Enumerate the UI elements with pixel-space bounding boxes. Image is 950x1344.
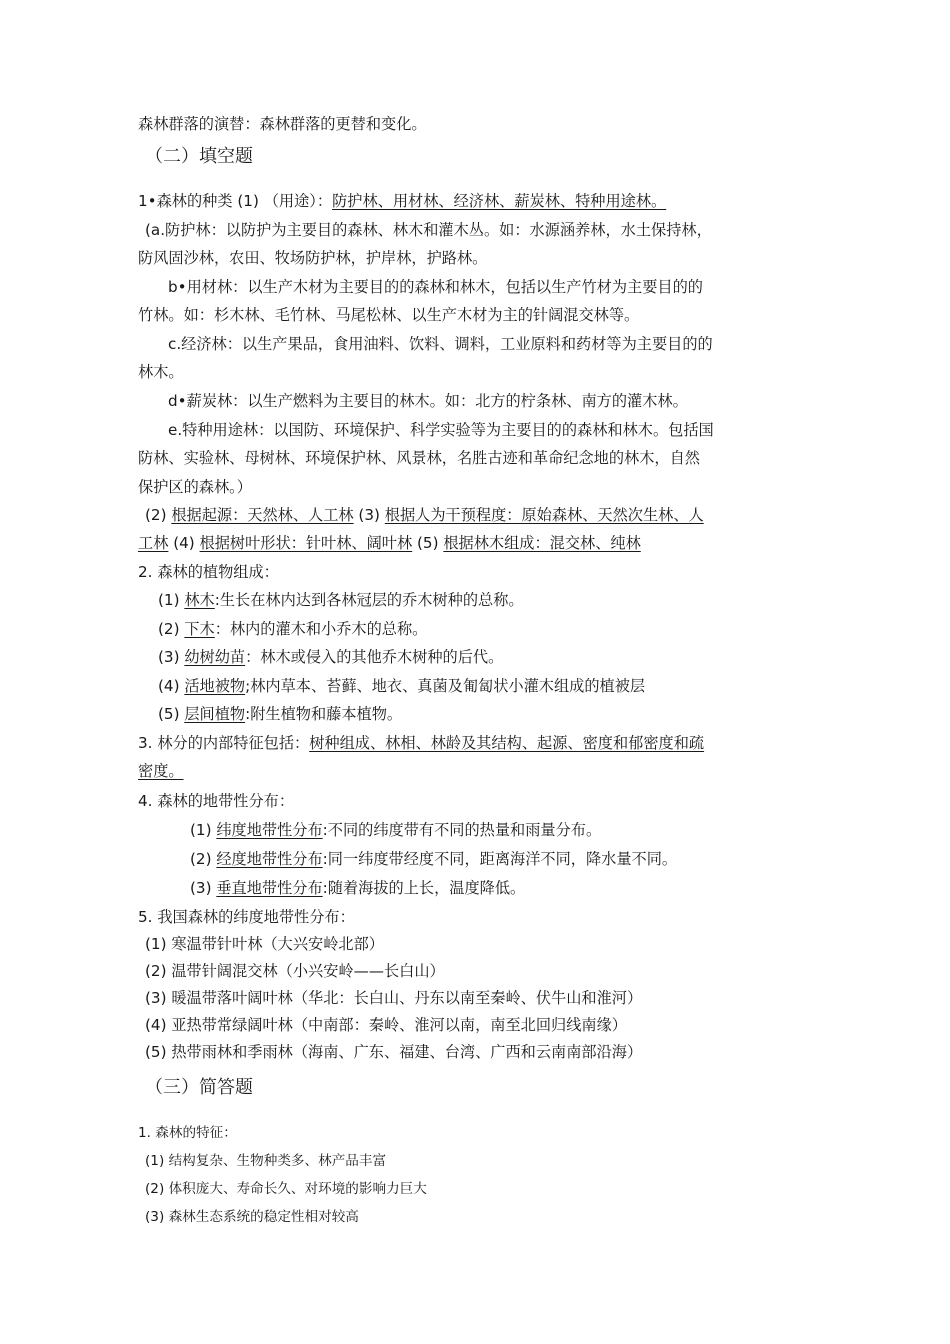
section-heading-fill-in: （二）填空题 [145,146,253,167]
q5-china-distribution: 5. 我国森林的纬度地带性分布： [138,908,355,926]
item-number: (1) [158,591,185,609]
q3-answer: 根据人为干预程度：原始森林、天然次生林、人 [384,506,704,524]
q4-label: (4) [168,534,200,552]
q5-answer: 根据林木组成：混交林、纯林 [443,534,641,552]
plant-item [158,590,524,610]
q3-stand-features-cont [138,761,184,781]
item-desc: :随着海拔的上长，温度降低。 [322,879,526,897]
succession-definition: 森林群落的演替：森林群落的更替和变化。 [138,115,427,133]
item-term: 经度地带性分布 [216,850,323,868]
item-number: (4) [158,677,185,695]
classification-line2 [138,533,641,553]
q1-answer: 防护林、用材林、经济林、薪炭林、特种用途林。 [332,192,667,210]
item-term: 纬度地带性分布 [216,821,323,839]
type-e-line1: e.特种用途林：以国防、环境保护、科学实验等为主要目的的森林和林木。包括国 [168,421,714,439]
q1-forest-types [138,191,666,211]
plant-item [158,704,402,724]
item-term: 幼树幼苗 [184,648,246,666]
item-desc: ：林木或侵入的其他乔木树种的后代。 [245,648,504,666]
q2-plant-composition: 2. 森林的植物组成： [138,563,279,581]
short-answer-q1: 1. 森林的特征： [138,1125,237,1141]
zonal-item [190,849,677,869]
item-term: 垂直地带性分布 [216,879,323,897]
item-number: (2) [190,850,217,868]
type-b-line2: 竹林。如：杉木林、毛竹林、马尾松林、以生产木材为主的针阔混交林等。 [138,306,640,324]
forest-feature-item: (2) 体积庞大、寿命长久、对环境的影响力巨大 [145,1181,427,1197]
item-desc: :生长在林内达到各林冠层的乔木树种的总称。 [214,591,524,609]
item-number: (1) [190,821,217,839]
type-a-line1: (a.防护林：以防护为主要目的森林、林木和灌木丛。如：水源涵养林，水土保持林， [145,221,712,239]
q3-stand-features [138,733,704,753]
q3-answer-cont: 工林 [138,534,169,552]
q3-label: (3) [353,506,385,524]
type-a-line2: 防风固沙林，农田、牧场防护林，护岸林，护路林。 [138,249,488,267]
item-desc: :不同的纬度带有不同的热量和雨量分布。 [322,821,602,839]
zonal-item [190,820,601,840]
item-term: 林木 [184,591,215,609]
q1-label: 1•森林的种类 (1) （用途）： [138,192,333,210]
item-desc: ：林内的灌木和小乔木的总称。 [214,620,428,638]
forest-feature-item: (3) 森林生态系统的稳定性相对较高 [145,1209,359,1225]
item-number: (5) [158,705,185,723]
q5-label: (5) [412,534,444,552]
item-desc: ;林内草本、苔藓、地衣、真菌及匍匐状小灌木组成的植被层 [245,677,646,695]
q4-answer: 根据树叶形状：针叶林、阔叶林 [199,534,413,552]
type-e-line3: 保护区的森林。） [138,478,252,496]
china-forest-item: (2) 温带针阔混交林（小兴安岭——长白山） [145,962,445,980]
china-forest-item: (4) 亚热带常绿阔叶林（中南部：秦岭、淮河以南，南至北回归线南缘） [145,1016,627,1034]
item-number: (3) [158,648,185,666]
type-d-line1: d•薪炭林：以生产燃料为主要目的林木。如：北方的柠条林、南方的灌木林。 [168,392,688,410]
plant-item [158,619,427,639]
china-forest-item: (1) 寒温带针叶林（大兴安岭北部） [145,935,384,953]
q2-answer: 根据起源：天然林、人工林 [171,506,354,524]
item-term: 层间植物 [184,705,246,723]
section-heading-short-answer: （三）简答题 [145,1077,253,1098]
item-term: 下木 [184,620,215,638]
china-forest-item: (3) 暖温带落叶阔叶林（华北：长白山、丹东以南至秦岭、伏牛山和淮河） [145,989,643,1007]
type-e-line2: 防林、实验林、母树林、环境保护林、风景林，名胜古迹和革命纪念地的林木，自然 [138,449,700,467]
item-desc: :同一纬度带经度不同，距离海洋不同，降水量不同。 [322,850,678,868]
classification-line1 [145,505,704,525]
type-c-line1: c.经济林：以生产果品，食用油料、饮料、调料，工业原料和药材等为主要目的的 [168,335,713,353]
q3-label: 3. 林分的内部特征包括： [138,734,310,752]
q3-answer: 树种组成、林相、林龄及其结构、起源、密度和郁密度和疏 [309,734,705,752]
zonal-item [190,878,525,898]
q4-zonal-distribution: 4. 森林的地带性分布： [138,792,295,810]
q2-label: (2) [145,506,172,524]
item-number: (3) [190,879,217,897]
plant-item [158,676,645,696]
china-forest-item: (5) 热带雨林和季雨林（海南、广东、福建、台湾、广西和云南南部沿海） [145,1043,643,1061]
plant-item [158,647,503,667]
item-number: (2) [158,620,185,638]
item-term: 活地被物 [184,677,246,695]
item-desc: :附生植物和藤本植物。 [245,705,403,723]
type-b-line1: b•用材林：以生产木材为主要目的的森林和林木，包括以生产竹材为主要目的的 [168,278,703,296]
type-c-line2: 林木。 [138,363,184,381]
q3-answer-cont: 密度。 [138,762,184,780]
forest-feature-item: (1) 结构复杂、生物种类多、林产品丰富 [145,1153,387,1169]
